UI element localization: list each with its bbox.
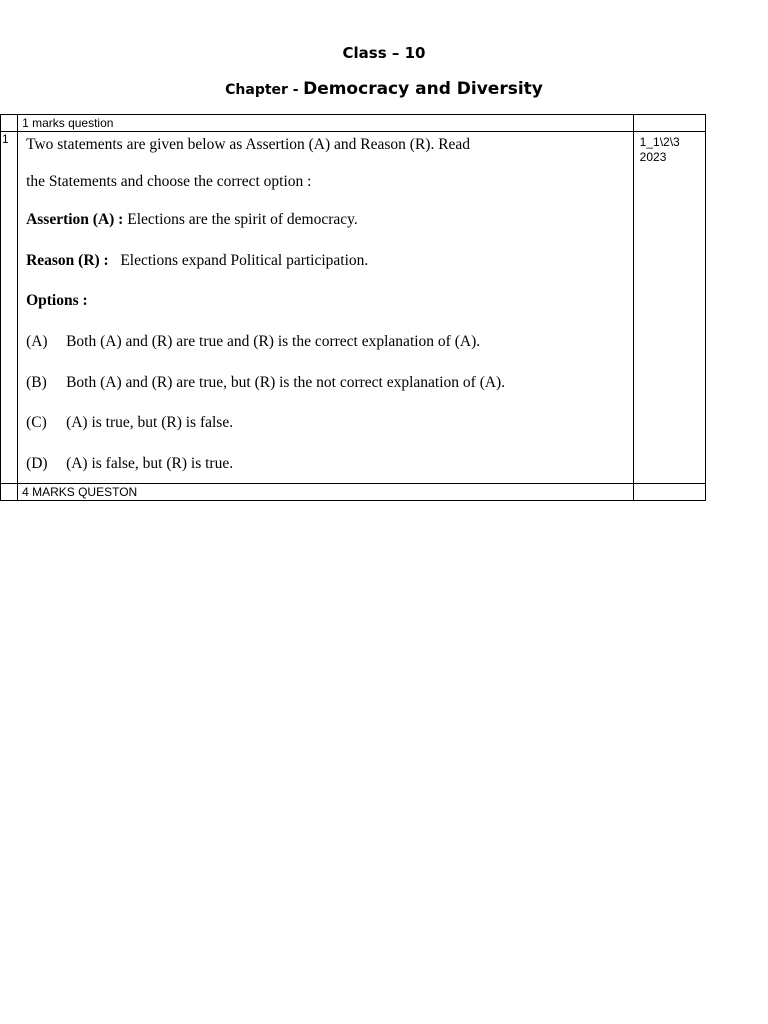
question-cell (18, 132, 634, 484)
options-list (26, 333, 633, 473)
assertion-label: Assertion (A) : (26, 211, 124, 229)
empty-cell (1, 484, 18, 501)
option-label: (B) (26, 373, 47, 391)
question-number: 1 (1, 132, 18, 484)
options-label: Options : (26, 292, 88, 310)
option-text: (A) is false, but (R) is true. (66, 454, 234, 472)
reason (26, 252, 633, 271)
reason-text: Elections expand Political participation. (120, 251, 369, 269)
reference-code: 1_1\2\3 (639, 135, 680, 149)
option-text: Both (A) and (R) are true, but (R) is the not correct explanation of (A). (66, 373, 506, 391)
section-header-row (1, 115, 706, 132)
question-stem-line-1: Two statements are given below as Assertion (A) and Reason (R). Read (26, 136, 471, 153)
chapter-heading (0, 79, 768, 99)
question-stem-line-2: the Statements and choose the correct option : (26, 172, 312, 190)
empty-cell (633, 115, 705, 132)
option-text: (A) is true, but (R) is false. (66, 414, 234, 432)
assertion-text: Elections are the spirit of democracy. (127, 211, 358, 229)
option-label: (C) (26, 414, 47, 432)
options-heading (26, 292, 633, 311)
question-reference (633, 132, 705, 484)
class-title: Class – 10 (342, 44, 426, 62)
option-c (26, 414, 633, 433)
question-body (18, 132, 633, 483)
option-d (26, 455, 633, 474)
section-2-label: 4 MARKS QUESTON (18, 484, 634, 501)
reason-label: Reason (R) : (26, 251, 109, 269)
option-label: (D) (26, 454, 48, 472)
section-1-label: 1 marks question (18, 115, 634, 132)
question-table (0, 114, 706, 501)
option-a (26, 333, 633, 352)
reference-year: 2023 (639, 150, 667, 164)
option-text: Both (A) and (R) are true and (R) is the correct explanation of (A). (66, 332, 481, 350)
empty-cell (633, 484, 705, 501)
assertion (26, 211, 633, 230)
option-b (26, 374, 633, 393)
section-header-row (1, 484, 706, 501)
chapter-name: Democracy and Diversity (303, 79, 543, 99)
empty-cell (1, 115, 18, 132)
chapter-prefix: Chapter - (225, 82, 299, 98)
question-row (1, 132, 706, 484)
option-label: (A) (26, 332, 48, 350)
